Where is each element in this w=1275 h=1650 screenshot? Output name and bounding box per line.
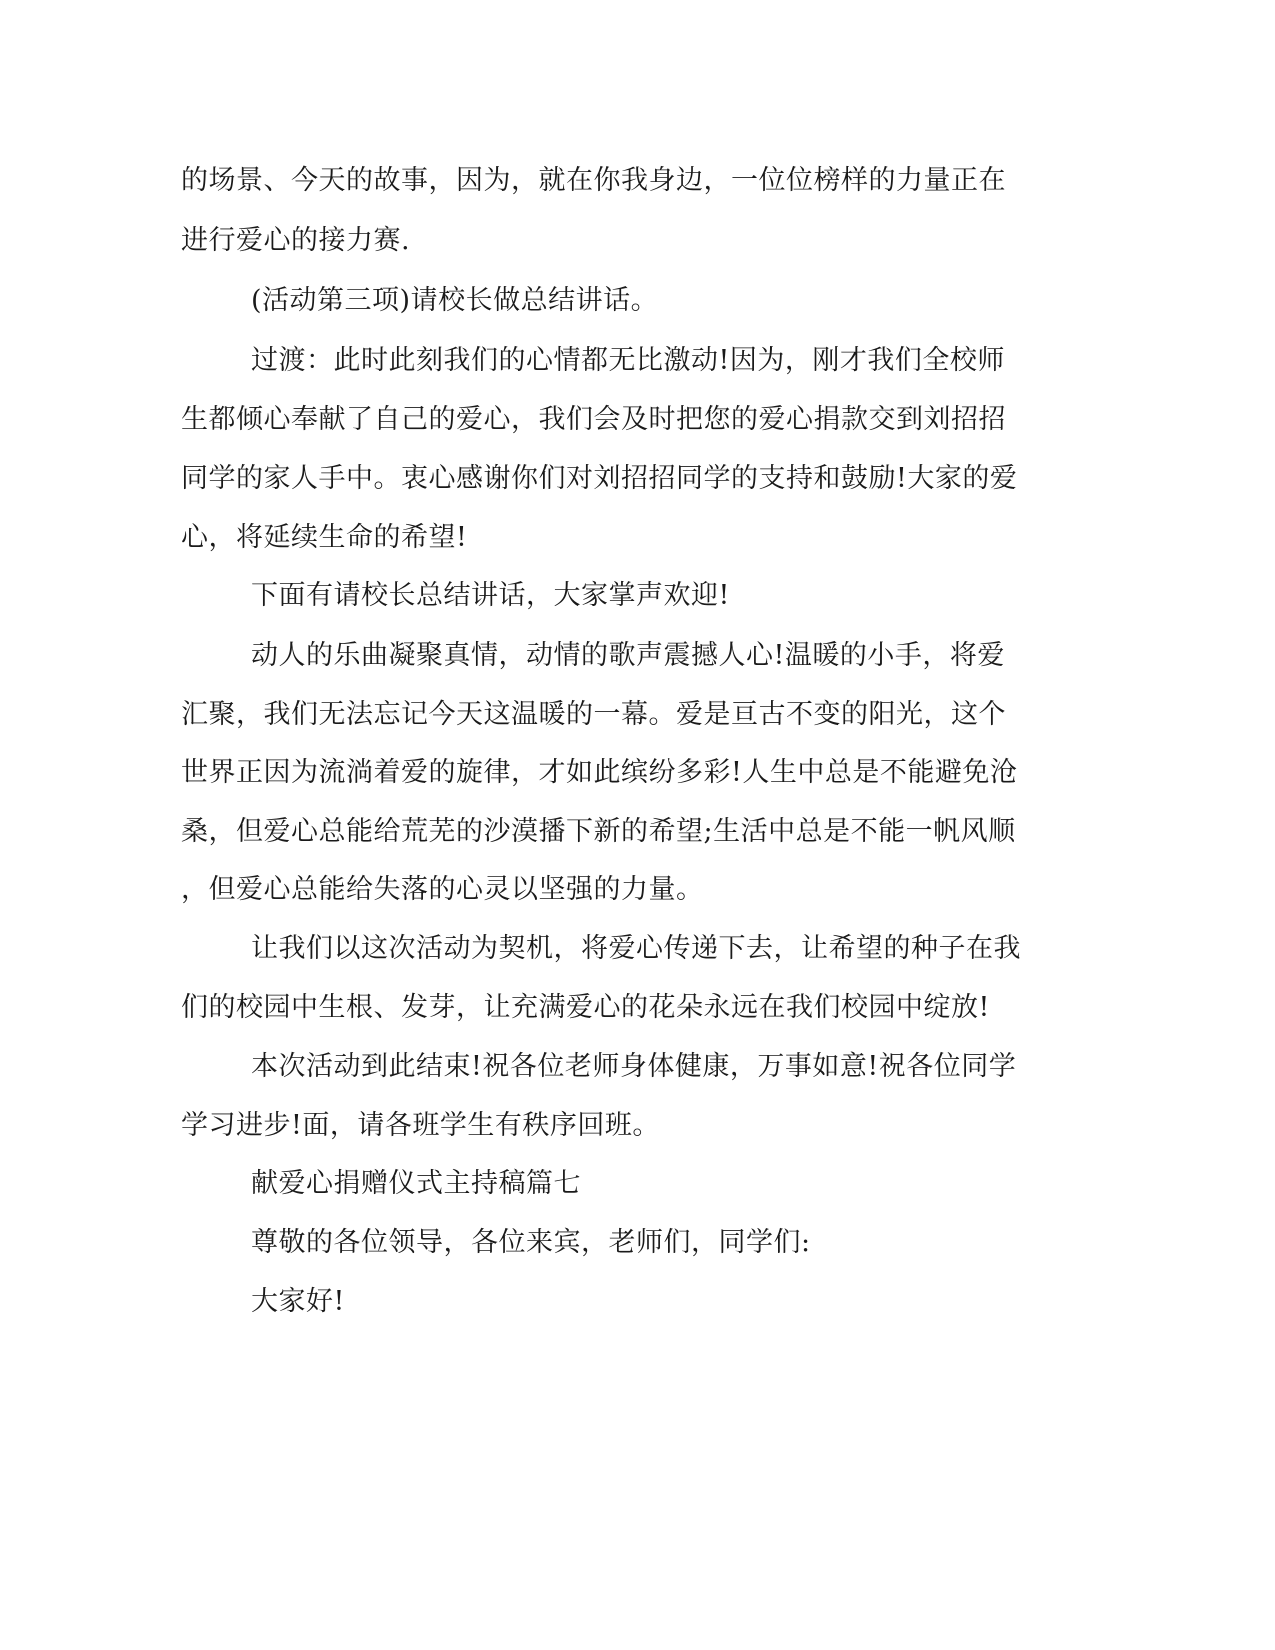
text-line: 让我们以这次活动为契机，将爱心传递下去，让希望的种子在我 [251, 933, 1021, 964]
text-line: 大家好! [251, 1286, 345, 1317]
text-line: 桑，但爱心总能给荒芜的沙漠播下新的希望;生活中总是不能一帆风顺 [181, 816, 1016, 847]
text-line: 本次活动到此结束!祝各位老师身体健康，万事如意!祝各位同学 [251, 1051, 1017, 1082]
text-line: 的场景、今天的故事，因为，就在你我身边，一位位榜样的力量正在 [181, 165, 1006, 196]
text-line: 世界正因为流淌着爱的旋律，才如此缤纷多彩!人生中总是不能避免沧 [181, 757, 1018, 788]
section-heading: 献爱心捐赠仪式主持稿篇七 [251, 1168, 581, 1199]
text-line: 们的校园中生根、发芽，让充满爱心的花朵永远在我们校园中绽放! [181, 992, 990, 1023]
text-line: (活动第三项)请校长做总结讲话。 [251, 285, 659, 316]
text-line: 心，将延续生命的希望! [181, 522, 468, 553]
text-line: 生都倾心奉献了自己的爱心，我们会及时把您的爱心捐款交到刘招招 [181, 404, 1006, 435]
text-line: ，但爱心总能给失落的心灵以坚强的力量。 [181, 874, 704, 905]
text-line: 下面有请校长总结讲话，大家掌声欢迎! [251, 580, 730, 611]
text-line: 同学的家人手中。衷心感谢你们对刘招招同学的支持和鼓励!大家的爱 [181, 463, 1018, 494]
text-line: 学习进步!面，请各班学生有秩序回班。 [181, 1110, 660, 1141]
text-line: 过渡：此时此刻我们的心情都无比激动!因为，刚才我们全校师 [251, 345, 1005, 376]
text-line: 动人的乐曲凝聚真情，动情的歌声震撼人心!温暖的小手，将爱 [251, 640, 1005, 671]
text-line: 尊敬的各位领导，各位来宾，老师们，同学们: [251, 1227, 811, 1258]
text-line: 汇聚，我们无法忘记今天这温暖的一幕。爱是亘古不变的阳光，这个 [181, 699, 1006, 730]
text-line: 进行爱心的接力赛. [181, 225, 411, 256]
